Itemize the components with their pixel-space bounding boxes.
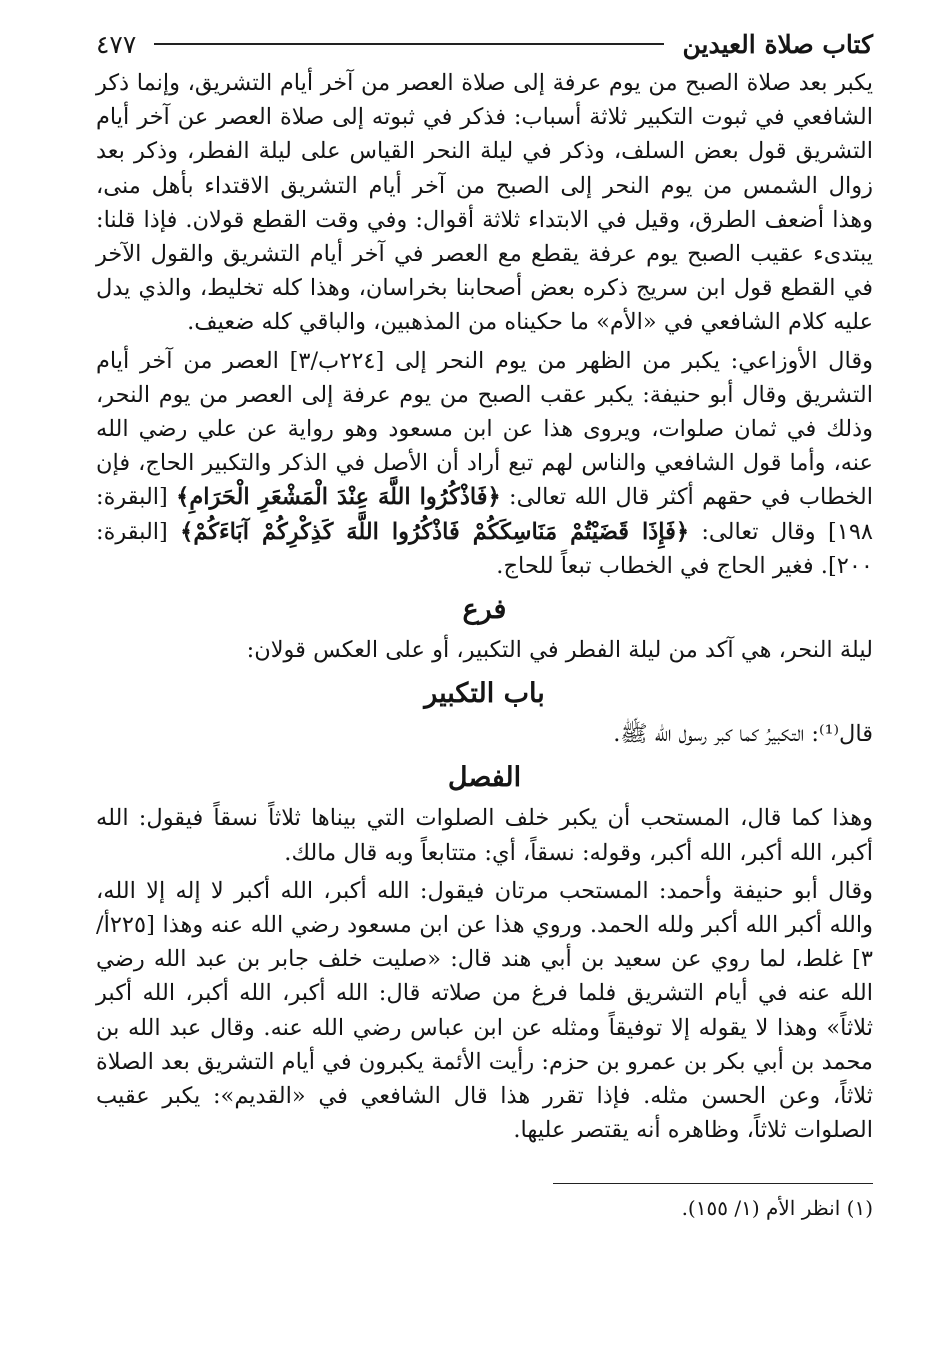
quran-verse-2: ﴿فَإِذَا قَضَيْتُمْ مَنَاسِكَكُمْ فَاذْكُرُوا اللَّهَ كَذِكْرِكُمْ آبَاءَكُمْ﴾: [180, 518, 690, 545]
paragraph-3: ليلة النحر، هي آكد من ليلة الفطر في التكبير، أو على العكس قولان:: [246, 637, 873, 664]
paragraph-5: وهذا كما قال، المستحب أن يكبر خلف الصلوات التي بيناها ثلاثاً نسقاً فيقول: الله أكبر، الله أكبر، الله أكبر، وقوله: نسقاً، أي: متتابعاً وبه قال مالك.: [96, 805, 873, 866]
header-rule: [154, 43, 664, 45]
paragraph-2-intro: وقال الأوزاعي: يكبر من الظهر من يوم النحر إلى [٢٢٤ب/٣] العصر من آخر أيام التشريق وقال أبو حنيفة: يكبر عقب الصبح من يوم عرفة إلى العصر من يوم النحر، وذلك في ثمان صلوات، ويروى هذا عن ابن مسعود وهو رواية عن علي رضي الله عنه، وأما قول الشافعي والناس لهم تبع أراد أن الأصل في الذكر والتكبير الحاج، فإن الخطاب في حقهم أكثر قال الله تعالى:: [96, 347, 873, 511]
verse-ref-1: [البقرة: ١٩٨] وقال تعالى:: [96, 484, 873, 545]
page-number: ٤٧٧: [96, 29, 137, 59]
verse-ref-2: [البقرة: ٢٠٠]. فغير الحاج في الخطاب تبعاً للحاج.: [96, 518, 873, 579]
quran-verse-1: ﴿فَاذْكُرُوا اللَّهَ عِنْدَ الْمَشْعَرِ الْحَرَامِ﴾: [176, 484, 501, 511]
paragraph-6: وقال أبو حنيفة وأحمد: المستحب مرتان فيقول: الله أكبر، الله أكبر لا إله إلا الله، والله أكبر الله أكبر ولله الحمد. وروي هذا عن ابن مسعود رضي الله عنه وهذا [٢٢٥أ/٣] غلط، لما روي عن سعيد بن أبي هند قال: «صليت خلف جابر بن عبد الله رضي الله عنه في أيام التشريق فلما فرغ من صلاته قال: الله أكبر، الله أكبر، الله أكبر ثلاثاً» وهذا لا يقوله إلا توفيقاً ومثله عن ابن عباس رضي الله عنه. وقال عبد الله بن محمد بن أبي بكر بن عمرو بن حزم: رأيت الأئمة يكبرون في أيام التشريق بعد الصلاة ثلاثاً، وعن الحسن مثله. فإذا تقرر هذا قال الشافعي في «القديم»: يكبر عقيب الصلوات ثلاثاً، وظاهره أنه يقتصر عليها.: [96, 877, 873, 1144]
footnote: (١) انظر الأم (١/ ١٥٥).: [681, 1196, 873, 1221]
paragraph-4: قال⁽¹⁾: التكبيرُ كما كبر رسول الله ﷺ.: [613, 721, 873, 748]
book-title: كتاب صلاة العيدين: [682, 29, 873, 59]
paragraph-1: يكبر بعد صلاة الصبح من يوم عرفة إلى صلاة العصر من آخر أيام التشريق، وإنما ذكر الشافعي في ثبوت التكبير ثلاثة أسباب: فذكر في ثبوته إلى صلاة العصر عن آخر أيام التشريق قول بعض السلف، وذكر في ليلة النحر القياس على ليلة الفطر، وذكر بعد زوال الشمس من يوم النحر إلى الصبح من آخر أيام التشريق الاقتداء بأهل منى، وهذا أضعف الطرق، وقيل في الابتداء ثلاثة أقوال: وفي وقت القطع قولان. فإذا قلنا: يبتدىء عقيب الصبح يوم عرفة يقطع مع العصر في آخر أيام التشريق والقول الآخر في القطع قول ابن سريج ذكره بعض أصحابنا بخراسان، وهذا كله تخليط، والذي يدل عليه كلام الشافعي في «الأم» ما حكيناه من المذهبين، والباقي كله ضعيف.: [96, 70, 873, 336]
running-header: [96, 22, 873, 66]
heading-fasl: الفصل: [447, 762, 522, 794]
heading-far: فرع: [462, 594, 507, 626]
paragraph-2: [96, 344, 873, 583]
footnote-rule: [553, 1183, 873, 1184]
heading-bab-takbir: باب التكبير: [424, 678, 545, 710]
